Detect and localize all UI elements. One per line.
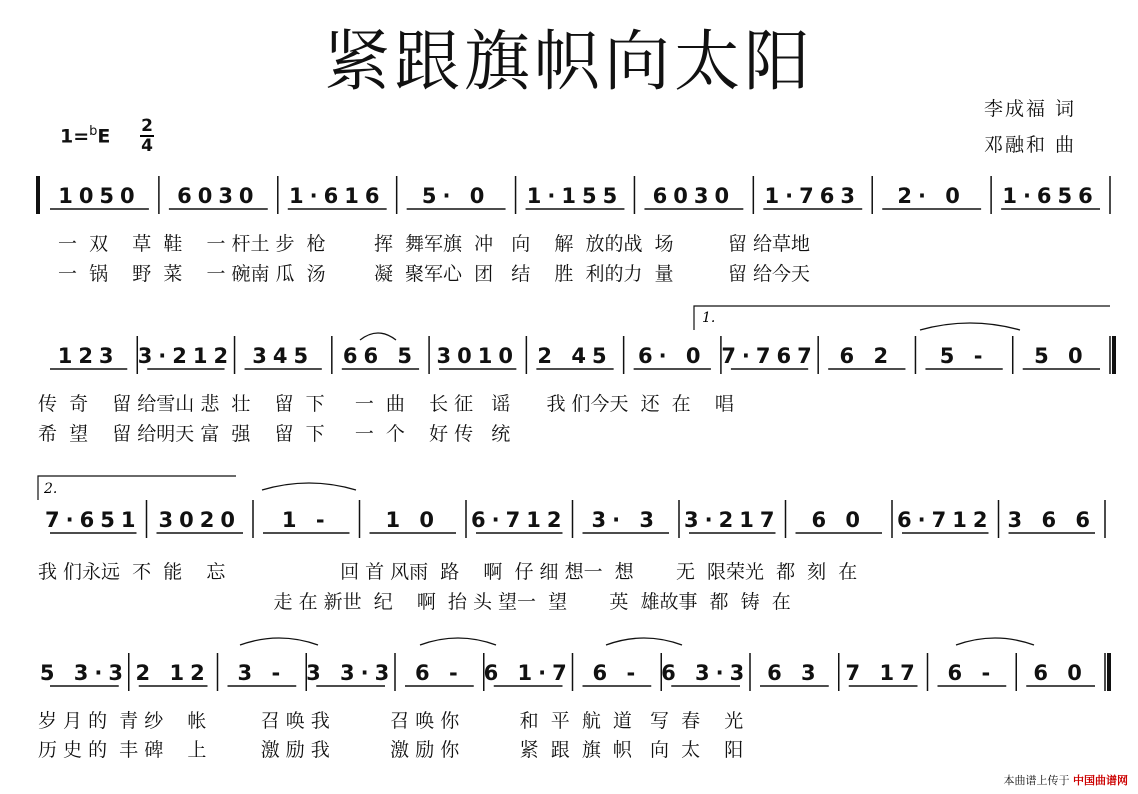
measure-notes: 1 - bbox=[281, 508, 331, 532]
measure-notes: 1·155 bbox=[526, 184, 624, 208]
measure-notes: 1·616 bbox=[289, 184, 386, 208]
meter-bottom: 4 bbox=[141, 136, 153, 156]
measure-notes: 3020 bbox=[158, 508, 241, 532]
second-ending-bracket bbox=[38, 476, 236, 500]
measure-notes: 3· 3 bbox=[591, 508, 661, 532]
tie-slur bbox=[920, 323, 1020, 330]
measure-notes: 6 - bbox=[947, 661, 997, 685]
measure-notes: 1 0 bbox=[385, 508, 441, 532]
measure-notes: 6·712 bbox=[471, 508, 568, 532]
measure-notes: 5· 0 bbox=[421, 184, 491, 208]
meter-top: 2 bbox=[141, 116, 153, 136]
measure-notes: 5 3·3 bbox=[39, 661, 129, 685]
measure-notes: 3 - bbox=[237, 661, 287, 685]
first-ending-bracket bbox=[694, 306, 1110, 330]
measure-notes: 5 0 bbox=[1034, 344, 1089, 368]
measure-notes: 7·651 bbox=[45, 508, 142, 532]
key-note: E bbox=[97, 125, 111, 148]
flat-sign: b bbox=[89, 124, 98, 139]
measure-notes: 1·656 bbox=[1002, 184, 1099, 208]
measure-notes: 6· 0 bbox=[638, 344, 707, 368]
measure-notes: 2 45 bbox=[537, 344, 613, 368]
measure-notes: 66 5 bbox=[342, 344, 419, 368]
measure-notes: 6 3 bbox=[767, 661, 822, 685]
second-ending-label: 2. bbox=[44, 481, 58, 497]
lyric-line-3-verse-2: 走 在 新世 纪 啊 抬 头 望一 望 英 雄故事 都 铸 在 bbox=[38, 591, 791, 613]
measure-notes: 5 - bbox=[939, 344, 989, 368]
measure-notes: 7·767 bbox=[721, 344, 818, 368]
measure-notes: 123 bbox=[57, 344, 120, 368]
tie-slur bbox=[262, 483, 356, 490]
lyric-line-2-verse-1: 传 奇 留 给雪山 悲 壮 留 下 一 曲 长 征 谣 我 们今天 还 在 唱 bbox=[38, 393, 734, 415]
measure-notes: 3 6 6 bbox=[1007, 508, 1096, 532]
upload-credit bbox=[1004, 772, 1129, 788]
measure-notes: 6 - bbox=[415, 661, 464, 685]
measure-notes: 3·217 bbox=[684, 508, 781, 532]
tie-slur bbox=[606, 638, 682, 645]
tie-slur bbox=[360, 333, 396, 340]
lyric-line-1-verse-1: 一 双 草 鞋 一 杆土 步 枪 挥 舞军旗 冲 向 解 放的战 场 留 给草地 bbox=[58, 233, 810, 255]
page-title: 紧跟旗帜向太阳 bbox=[324, 23, 814, 100]
tie-slur bbox=[956, 638, 1034, 645]
lyric-line-3-verse-1: 我 们永远 不 能 忘 回 首 风雨 路 啊 仔 细 想一 想 无 限荣光 都 刻 在 bbox=[38, 561, 858, 583]
measure-notes: 3·212 bbox=[137, 344, 235, 368]
measure-notes: 7 17 bbox=[845, 661, 921, 685]
tie-slur bbox=[420, 638, 496, 645]
lyric-line-4-verse-2: 历 史 的 丰 碑 上 激 励 我 激 励 你 紧 跟 旗 帜 向 太 阳 bbox=[38, 739, 744, 761]
measure-notes: 6 0 bbox=[811, 508, 867, 532]
measure-notes: 2 12 bbox=[135, 661, 211, 685]
measure-notes: 345 bbox=[252, 344, 315, 368]
measure-notes: 3010 bbox=[436, 344, 519, 368]
measure-notes: 2· 0 bbox=[897, 184, 966, 208]
key-prefix: 1= bbox=[60, 125, 90, 148]
lyric-line-2-verse-2: 希 望 留 给明天 富 强 留 下 一 个 好 传 统 bbox=[38, 423, 511, 445]
measure-notes: 6 3·3 bbox=[661, 661, 751, 685]
measure-notes: 1050 bbox=[58, 184, 141, 208]
measure-notes: 3 3·3 bbox=[306, 661, 396, 685]
measure-notes: 6·712 bbox=[897, 508, 994, 532]
measure-notes: 6 0 bbox=[1033, 661, 1088, 685]
measure-notes: 6 - bbox=[592, 661, 642, 685]
composer-credit: 邓融和 曲 bbox=[984, 134, 1077, 156]
site-logo[interactable]: 中国曲谱网 bbox=[1073, 774, 1128, 787]
measure-notes: 6030 bbox=[177, 184, 260, 208]
footer-text: 本曲谱上传于 bbox=[1003, 774, 1070, 787]
lyricist-credit: 李成福 词 bbox=[984, 98, 1077, 120]
measure-notes: 1·763 bbox=[764, 184, 861, 208]
measure-notes: 6030 bbox=[652, 184, 736, 208]
measure-notes: 6 2 bbox=[839, 344, 895, 368]
tie-slur bbox=[240, 638, 318, 645]
measure-notes: 6 1·7 bbox=[483, 661, 573, 685]
first-ending-label: 1. bbox=[702, 310, 716, 326]
lyric-line-1-verse-2: 一 锅 野 菜 一 碗南 瓜 汤 凝 聚军心 团 结 胜 利的力 量 留 给今天 bbox=[58, 263, 810, 285]
lyric-line-4-verse-1: 岁 月 的 青 纱 帐 召 唤 我 召 唤 你 和 平 航 道 写 春 光 bbox=[38, 710, 744, 732]
